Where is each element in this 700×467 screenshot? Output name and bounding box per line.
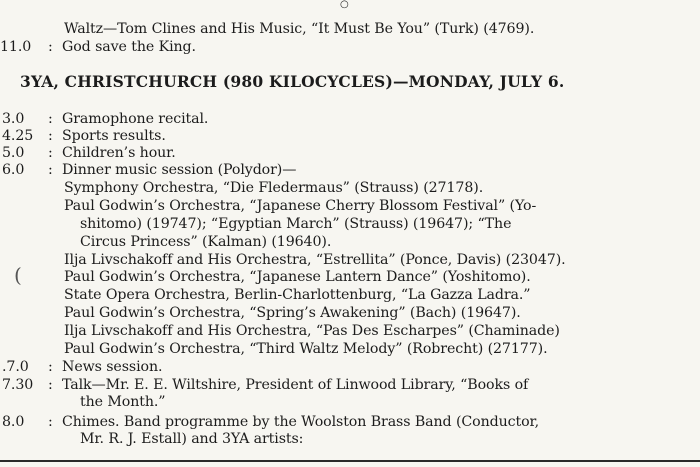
dinner-item-text: shitomo) (19747); “Egyptian March” (Strauss) (19647); “The xyxy=(80,216,512,232)
colon: : xyxy=(48,377,53,393)
dinner-item-text: Paul Godwin’s Orchestra, “Third Waltz Melody” (Robrecht) (27177). xyxy=(64,341,548,357)
dinner-item-text: State Opera Orchestra, Berlin-Charlottenburg, “La Gazza Ladra.” xyxy=(64,287,531,303)
dinner-item-text: Ilja Livschakoff and His Orchestra, “Pas Des Escharpes” (Chaminade) xyxy=(64,323,560,339)
dinner-item-text: Paul Godwin’s Orchestra, “Japanese Lantern Dance” (Yoshitomo). xyxy=(64,269,531,285)
time-label: 8.0 xyxy=(2,414,25,430)
colon: : xyxy=(48,39,53,55)
time-label: 4.25 xyxy=(2,128,34,144)
dinner-item-text: Circus Princess” (Kalman) (19640). xyxy=(80,234,332,250)
time-label: 11.0 xyxy=(0,39,32,55)
time-label: 3.0 xyxy=(2,111,25,127)
margin-mark: ( xyxy=(14,263,22,287)
entry-text: Sports results. xyxy=(62,128,166,144)
dinner-item-text: Symphony Orchestra, “Die Fledermaus” (Strauss) (27178). xyxy=(64,180,484,196)
god-save-line: God save the King. xyxy=(62,39,196,55)
time-label: .7.0 xyxy=(2,359,29,375)
dinner-item-text: Paul Godwin’s Orchestra, “Japanese Cherry Blossom Festival” (Yo- xyxy=(64,198,537,214)
entry-text: Mr. R. J. Estall) and 3YA artists: xyxy=(80,431,304,447)
dinner-item-text: Paul Godwin’s Orchestra, “Spring’s Awakening” (Bach) (19647). xyxy=(64,305,521,321)
colon: : xyxy=(48,111,53,127)
waltz-line: Waltz—Tom Clines and His Music, “It Must Be You” (Turk) (4769). xyxy=(64,21,535,37)
entry-text: Dinner music session (Polydor)— xyxy=(62,162,297,178)
entry-text: the Month.” xyxy=(80,394,166,410)
entry-text: Chimes. Band programme by the Woolston Brass Band (Conductor, xyxy=(62,414,540,430)
entry-text: News session. xyxy=(62,359,163,375)
time-label: 7.30 xyxy=(2,377,34,393)
dinner-item-text: Ilja Livschakoff and His Orchestra, “Estrellita” (Ponce, Davis) (23047). xyxy=(64,252,566,268)
station-heading: 3YA, CHRISTCHURCH (980 KILOCYCLES)—MONDAY, JULY 6. xyxy=(20,72,565,91)
bottom-rule xyxy=(0,460,700,462)
colon: : xyxy=(48,162,53,178)
time-label: 5.0 xyxy=(2,145,25,161)
top-mark: ○ xyxy=(340,0,349,10)
colon: : xyxy=(48,359,53,375)
entry-text: Gramophone recital. xyxy=(62,111,209,127)
entry-text: Children’s hour. xyxy=(62,145,176,161)
time-label: 6.0 xyxy=(2,162,25,178)
colon: : xyxy=(48,414,53,430)
colon: : xyxy=(48,145,53,161)
entry-text: Talk—Mr. E. E. Wiltshire, President of Linwood Library, “Books of xyxy=(62,377,529,393)
colon: : xyxy=(48,128,53,144)
